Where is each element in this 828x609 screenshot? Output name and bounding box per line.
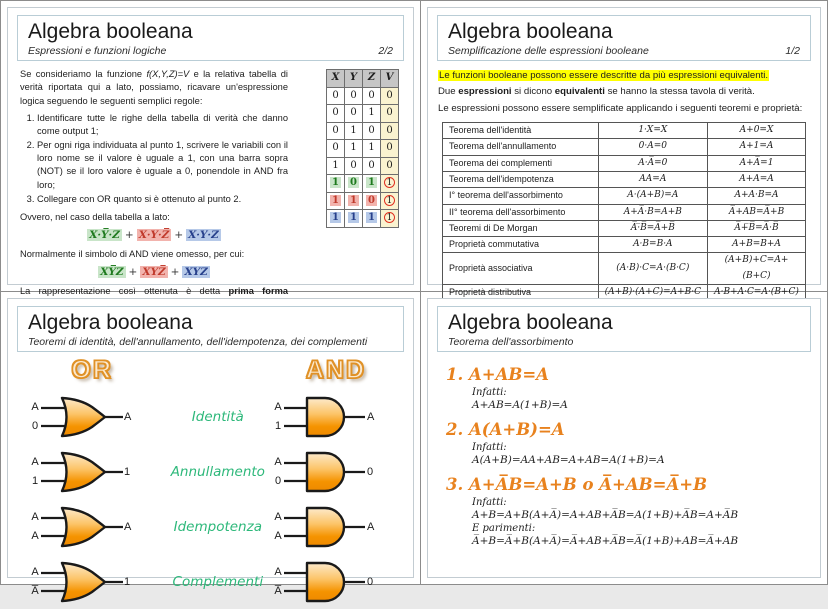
slide-1-title: Algebra booleana: [28, 20, 193, 43]
proof-formula: A(A+B)=AA+AB=A+AB=A(1+B)=A: [472, 454, 665, 467]
proof-formula: A̅+B=A̅+B(A+A̅)=A̅+AB+A̅B=A̅(1+B)+AB=A̅+AB: [472, 535, 739, 548]
theorem-row: II° teorema dell'assorbimento A+A̅·B=A+B A̅+AB=A̅+B: [443, 204, 806, 220]
term-red: XYZ̅: [142, 266, 166, 279]
quadrant-3: [1, 292, 421, 598]
and-gate-icon: [281, 448, 369, 496]
slide-3-subtitle: Teoremi di identità, dell'annullamento, dell'idempotenza, dei complementi: [28, 336, 368, 349]
slide-2: [427, 7, 821, 297]
rules-list: [20, 112, 288, 206]
parimenti-label: E parimenti:: [472, 523, 536, 535]
slide-2-body: [428, 61, 820, 301]
slide-4-body: [428, 352, 820, 547]
slide-1-body: [8, 61, 413, 311]
term-blue: X·Y·Z: [188, 229, 219, 242]
normalmente-line: Normalmente il simbolo di AND viene omesso, per cui:: [20, 249, 245, 260]
prima-forma-canonica: prima forma: [228, 286, 289, 297]
infatti-label: Infatti:: [472, 497, 507, 509]
or-gate-icon: [38, 503, 126, 551]
slide-1-page-number: 2/2: [378, 45, 393, 58]
proof-formula: A+AB=A(1+B)=A: [472, 399, 568, 412]
theorems-table: [442, 122, 806, 301]
slide-3-title-box: [17, 306, 404, 352]
theorem-row: Proprietà associativa (A·B)·C=A·(B·C) (A+B)+C=A+(B+C): [443, 253, 806, 285]
slide-4: [427, 298, 821, 578]
and-gate-icon: [281, 393, 369, 441]
rule-item: 2. Per ogni riga individuata al punto 1, scrivere le variabili con il loro nome se il valore è uguale a 1, con una barra sopra (NOT) se il loro valore è uguale a 0, ponendole in AND fra loro;: [37, 139, 288, 192]
canonical-expression-compact: XY̅Z + XYZ̅ + XYZ: [100, 266, 208, 279]
term-blue: XYZ: [184, 266, 208, 279]
table-row: 0 0 1 0: [327, 105, 399, 123]
absorption-heading-1: 1. A+AB=A: [446, 365, 549, 385]
ovvero-line: Ovvero, nel caso della tabella a lato:: [20, 212, 170, 223]
truth-table: [326, 69, 399, 228]
circled-one: 1: [384, 177, 395, 188]
slide-1-title-box: [17, 15, 404, 61]
row-label: Idempotenza: [173, 518, 262, 535]
slide-3-body: [8, 352, 413, 609]
theorem-row: Teorema dell'identità 1·X=X A+0=X: [443, 123, 806, 139]
theorem-row: Teoremi di De Morgan A̅·̅B̅=A̅+B̅ A̅+̅B̅=A̅·B̅: [443, 220, 806, 236]
theorem-row: Teorema dell'annullamento 0·A=0 A+1=A: [443, 139, 806, 155]
footer-line: La rappresentazione così ottenuta è detta prima forma: [20, 285, 288, 311]
theorem-row: Teorema dell'idempotenza AA=A A+A=A: [443, 171, 806, 187]
slide-3-title: Algebra booleana: [28, 311, 193, 334]
slide-2-title: Algebra booleana: [448, 20, 613, 43]
term-green: XY̅Z: [100, 266, 124, 279]
intro-paragraph: Se consideriamo la funzione f(X,Y,Z)=V e la relativa tabella di verità riportata qui a lato, possiamo, ricavare un'espressione logica seguendo le seguenti semplici regole:: [20, 69, 288, 106]
table-row: 0 1 0 0: [327, 122, 399, 140]
term-green: X·Y̅·Z: [89, 229, 120, 242]
circled-one: 1: [384, 212, 395, 223]
equivalence-line: Due espressioni si dicono equivalenti se hanno la stessa tavola di verità.: [438, 86, 755, 98]
proof-formula: A+B=A+B(A+A̅)=A+AB+A̅B=A(1+B)+A̅B=A+A̅B: [472, 509, 739, 522]
highlighted-line: Le funzioni booleane possono essere descritte da più espressioni equivalenti.: [439, 70, 769, 82]
row-label: Annullamento: [170, 463, 265, 480]
function-notation: f(X,Y,Z)=V: [146, 69, 190, 80]
or-gate-icon: [38, 393, 126, 441]
or-gate-icon: [38, 558, 126, 606]
slide-4-title-box: [437, 306, 811, 352]
truth-table-header: X Y Z V: [327, 70, 399, 88]
theorem-row: I° teorema dell'assorbimento A·(A+B)=A A+A·B=A: [443, 188, 806, 204]
table-row: 0 0 0 0: [327, 87, 399, 105]
and-gate-icon: [281, 558, 369, 606]
slide-4-title: Algebra booleana: [448, 311, 613, 334]
infatti-label: Infatti:: [472, 442, 507, 454]
or-gate-icon: [38, 448, 126, 496]
absorption-heading-3: 3. A+A̅B=A+B o A̅+AB=A̅+B: [446, 475, 708, 495]
term-red: X·Y·Z̅: [138, 229, 170, 242]
slide-3: [7, 298, 414, 598]
theorem-row: Proprietà distributiva (A+B)·(A+C)=A+B·C A·B+A·C=A·(B+C): [443, 285, 806, 301]
slide-4-subtitle: Teorema dell'assorbimento: [448, 336, 574, 349]
absorption-heading-2: 2. A(A+B)=A: [446, 420, 565, 440]
slide-2-title-box: [437, 15, 811, 61]
table-row-green: 1 0 1 1: [327, 175, 399, 193]
infatti-label: Infatti:: [472, 387, 507, 399]
slide-2-subtitle: Semplificazione delle espressioni booleane: [448, 45, 649, 58]
simplification-line: Le espressioni possono essere semplificate applicando i seguenti teoremi e proprietà:: [438, 102, 803, 114]
or-wordart-header: OR: [71, 356, 113, 385]
row-label: Complementi: [172, 573, 264, 590]
quadrant-2: [421, 1, 827, 297]
theorem-row: Teorema dei complementi A·A̅=0 A+A̅=1: [443, 155, 806, 171]
canonical-expression-dots: X·Y̅·Z + X·Y·Z̅ + X·Y·Z: [89, 229, 219, 242]
circled-one: 1: [384, 195, 395, 206]
quadrant-4: [421, 292, 827, 584]
slide-1-subtitle: Espressioni e funzioni logiche: [28, 45, 167, 58]
theorem-row: Proprietà commutativa A·B=B·A A+B=B+A: [443, 237, 806, 253]
row-label: Identità: [191, 408, 244, 425]
table-row-red: 1 1 0 1: [327, 192, 399, 210]
table-row-blue: 1 1 1 1: [327, 210, 399, 228]
slide-2-page-number: 1/2: [785, 45, 800, 58]
gate-row-idempotenza: A A A Idempotenza A A A: [14, 499, 407, 554]
table-row: 1 0 0 0: [327, 157, 399, 175]
gate-row-annullamento: A 1 1 Annullamento A 0 0: [14, 444, 407, 499]
table-row: 0 1 1 0: [327, 140, 399, 158]
rule-item: 3. Collegare con OR quanto si è ottenuto al punto 2.: [37, 193, 288, 206]
and-gate-icon: [281, 503, 369, 551]
rule-item: 1. Identificare tutte le righe della tabella di verità che danno come output 1;: [37, 112, 288, 138]
slide-1: [7, 7, 414, 297]
gate-row-complementi: A A̅ 1 Complementi A A̅ 0: [14, 554, 407, 609]
quadrant-1: [1, 1, 421, 297]
gate-row-identita: A 0 A Identità A 1 A: [14, 389, 407, 444]
and-wordart-header: AND: [305, 356, 367, 385]
